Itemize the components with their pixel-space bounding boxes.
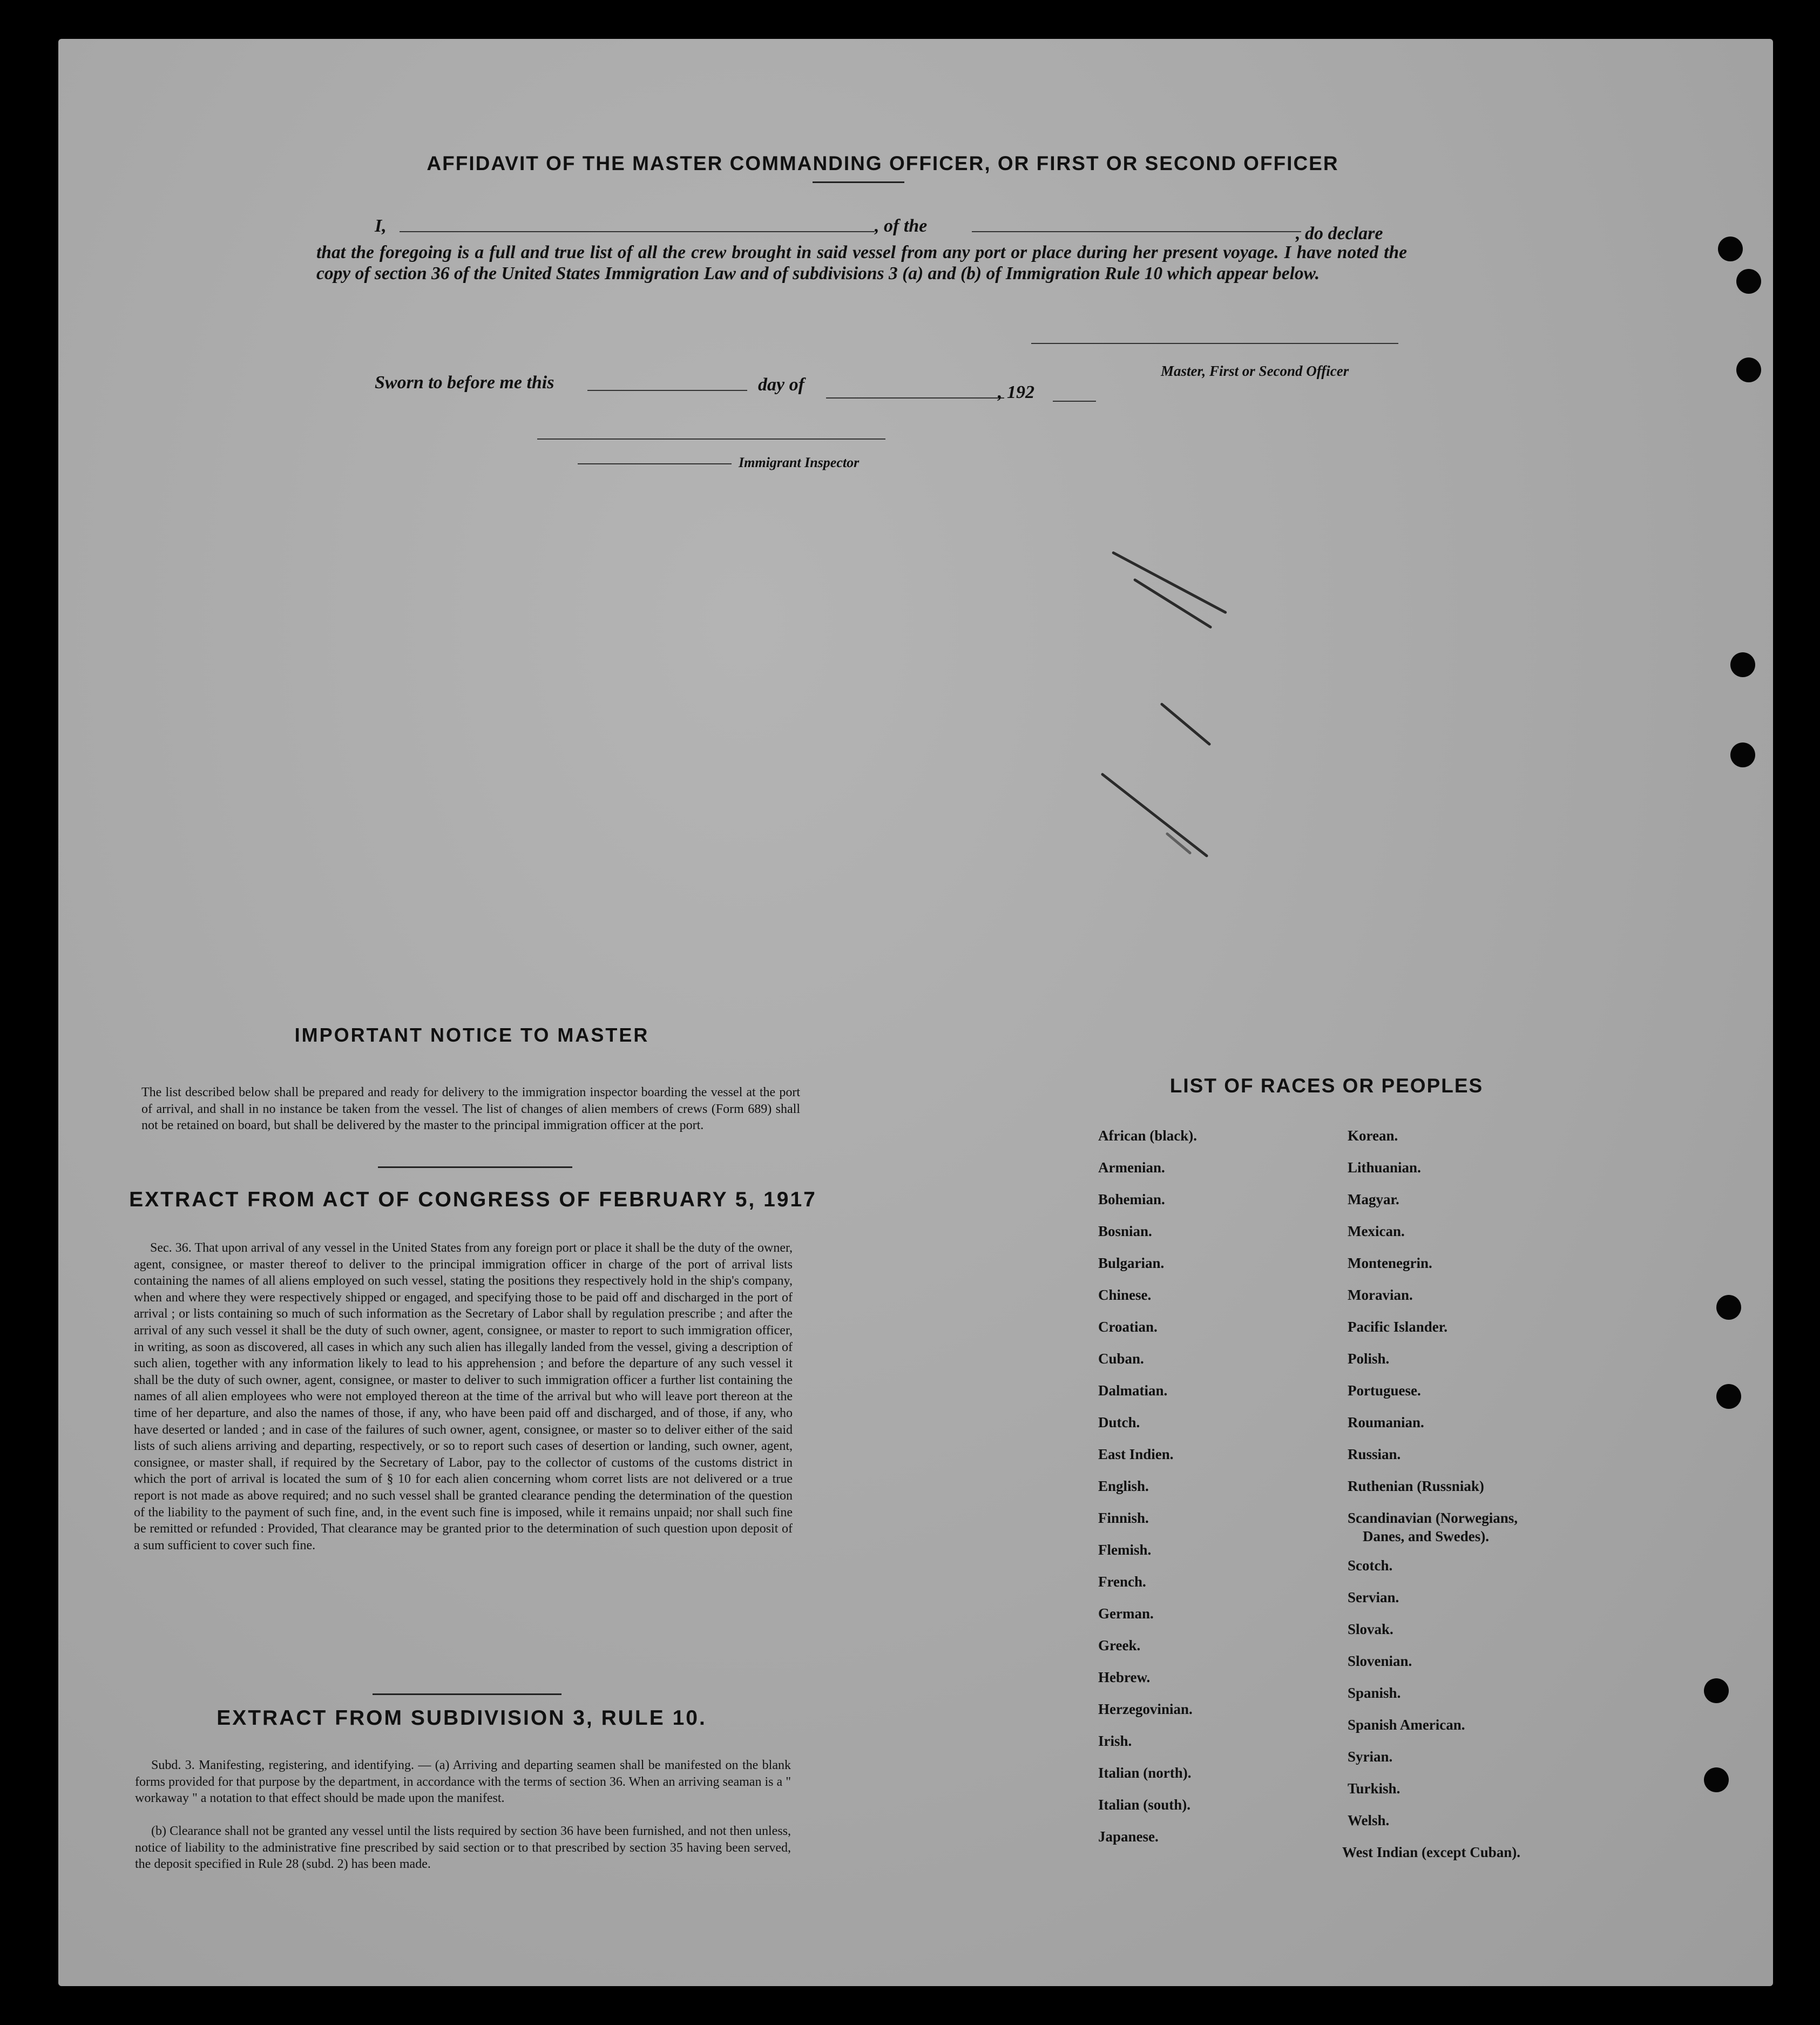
race-item: Syrian. — [1348, 1749, 1393, 1765]
day-of-label: day of — [758, 375, 804, 395]
affidavit-title: AFFIDAVIT OF THE MASTER COMMANDING OFFICER, OR FIRST OR SECOND OFFICER — [427, 152, 1339, 174]
race-item: Moravian. — [1348, 1287, 1413, 1303]
race-item: French. — [1098, 1574, 1146, 1590]
race-item: Armenian. — [1098, 1159, 1165, 1176]
race-item: Finnish. — [1098, 1510, 1149, 1526]
binder-hole — [1736, 269, 1761, 294]
race-item: Italian (north). — [1098, 1765, 1192, 1781]
affidavit-of-the-label: , of the — [875, 216, 928, 236]
race-item: Slovenian. — [1348, 1653, 1412, 1669]
document-page — [58, 39, 1773, 1986]
race-item: Dalmatian. — [1098, 1382, 1168, 1399]
act-section-36-text: Sec. 36. That upon arrival of any vessel in the United States from any foreign port or place it shall be the duty of the owner, agent, consignee, or master thereof to deliver to the principal immigration officer in charge of the port of arrival lists containing the names of all aliens employed on such vessel, stating the positions they respectively hold in the ship's company, when and where they were respectively shipped or engaged, and specifying those to be paid off and discharged in the port of arrival ; or lists containing so much of such information as the Secretary of Labor shall by regulation prescribe ; and after the arrival of any such vessel it shall be the duty of such owner, agent, consignee, or master to report to such immigration officer, in writing, as soon as discovered, all cases in which any such alien has illegally landed from the vessel, giving a description of such alien, together with any information likely to lead to his apprehension ; and before the departure of any such vessel it shall be the duty of such owner, agent, consignee, or master to deliver to such immigration officer a further list containing the names of all alien employees who were not employed thereon at the time of the arrival but who will leave port thereon at the time of her departure, and also the names of those, if any, who have been paid off and discharged, and of those, if any, who have deserted or landed ; and in case of the failures of such owner, agent, consignee, or master so to deliver either of the said lists of such aliens arriving and departing, respectively, or so to report such cases of desertion or landing, such owner, agent, consignee, or master shall, if required by the Secretary of Labor, pay to the collector of customs of the customs district in which the port of arrival is located the sum of § 10 for each alien concerning whom corret lists are not delivered or a true report is not made as above required; and no such vessel shall be granted clearance pending the determination of the question of the liability to the payment of such fine, and, in the event such fine is imposed, while it remains unpaid; nor shall such fine be remitted or refunded : Provided, That clearance may be granted prior to the determination of such question upon deposit of a sum sufficient to cover such fine. — [134, 1241, 793, 1552]
divider — [378, 1166, 572, 1168]
inspector-name-field[interactable] — [578, 463, 732, 464]
title-underline — [813, 181, 904, 183]
binder-hole — [1716, 1384, 1741, 1409]
race-item: Spanish. — [1348, 1685, 1401, 1701]
sworn-label: Sworn to before me this — [375, 373, 554, 393]
rule-extract-title: EXTRACT FROM SUBDIVISION 3, RULE 10. — [216, 1706, 707, 1730]
races-title: LIST OF RACES OR PEOPLES — [1169, 1075, 1484, 1097]
master-signature-caption: Master, First or Second Officer — [1161, 363, 1349, 379]
race-item: Polish. — [1348, 1351, 1390, 1367]
race-item: Welsh. — [1348, 1812, 1390, 1828]
race-item: German. — [1098, 1605, 1154, 1622]
race-item: East Indien. — [1098, 1446, 1174, 1462]
rule-subdivision-a: Subd. 3. Manifesting, registering, and identifying. — (a) Arriving and departing seamen shall be manifested on the blank forms provided for that purpose by the department, in accordance with the terms of section 36. When an arriving seaman is a " workaway " a notation to that effect should be made upon the manifest. — [135, 1758, 791, 1805]
race-item: Dutch. — [1098, 1414, 1140, 1430]
binder-hole — [1716, 1295, 1741, 1320]
binder-hole — [1704, 1767, 1729, 1792]
affidavit-statement: that the foregoing is a full and true list of all the crew brought in said vessel from any port or place during her present voyage. I have noted the copy of section 36 of the United States Immigration Law and of subdivisions 3 (a) and (b) of Immigration Rule 10 which appear below. — [316, 242, 1407, 284]
race-item: Bosnian. — [1098, 1223, 1152, 1239]
race-item: African (black). — [1098, 1128, 1197, 1144]
sworn-day-field[interactable] — [587, 390, 747, 391]
race-item: Turkish. — [1348, 1780, 1400, 1797]
race-item: Japanese. — [1098, 1828, 1159, 1845]
year-label: , 192 — [998, 382, 1034, 402]
race-item: Magyar. — [1348, 1191, 1399, 1207]
rule-subdivision-b: (b) Clearance shall not be granted any vessel until the lists required by section 36 have been furnished, and not then unless, notice of liability to the administrative fine prescribed by said section or to that prescribed by section 35 having been served, the deposit specified in Rule 28 (subd. 2) has been made. — [135, 1824, 791, 1871]
race-item: Greek. — [1098, 1637, 1141, 1653]
race-item: Bohemian. — [1098, 1191, 1165, 1207]
sworn-year-field[interactable] — [1053, 401, 1096, 402]
race-item: Croatian. — [1098, 1319, 1158, 1335]
race-item: Roumanian. — [1348, 1414, 1424, 1430]
race-item: Cuban. — [1098, 1351, 1144, 1367]
race-item: Russian. — [1348, 1446, 1401, 1462]
race-item: Flemish. — [1098, 1542, 1152, 1558]
race-item: Bulgarian. — [1098, 1255, 1165, 1271]
master-name-field[interactable] — [400, 231, 875, 232]
divider — [373, 1693, 561, 1695]
race-item: Italian (south). — [1098, 1797, 1191, 1813]
sworn-month-field[interactable] — [826, 397, 1004, 399]
notice-title: IMPORTANT NOTICE TO MASTER — [294, 1024, 649, 1046]
race-item: Danes, and Swedes). — [1363, 1528, 1490, 1544]
race-item: Irish. — [1098, 1733, 1132, 1749]
inspector-signature-line[interactable] — [537, 438, 885, 440]
race-item: Korean. — [1348, 1128, 1398, 1144]
race-item: Spanish American. — [1348, 1717, 1465, 1733]
affidavit-do-declare-label: , do declare — [1296, 224, 1383, 244]
vessel-name-field[interactable] — [972, 231, 1301, 232]
race-item: Mexican. — [1348, 1223, 1405, 1239]
binder-hole — [1730, 652, 1755, 677]
notice-body: The list described below shall be prepared and ready for delivery to the immigration inspector boarding the vessel at the port of arrival, and shall in no instance be taken from the vessel. The list of changes of alien members of crews (Form 689) shall not be retained on board, but shall be delivered by the master to the principal immigration officer at the port. — [141, 1085, 800, 1132]
binder-hole — [1704, 1678, 1729, 1703]
race-item: Scandinavian (Norwegians, — [1348, 1510, 1518, 1526]
race-item: Chinese. — [1098, 1287, 1152, 1303]
race-item: Hebrew. — [1098, 1669, 1151, 1685]
inspector-caption: Immigrant Inspector — [739, 455, 860, 470]
race-item: Scotch. — [1348, 1557, 1393, 1574]
binder-hole — [1736, 357, 1761, 382]
race-item: Montenegrin. — [1348, 1255, 1432, 1271]
race-item: Slovak. — [1348, 1621, 1393, 1637]
race-item: English. — [1098, 1478, 1149, 1494]
race-item: Ruthenian (Russniak) — [1348, 1478, 1484, 1494]
affidavit-i-label: I, — [375, 216, 387, 236]
binder-hole — [1718, 237, 1743, 261]
race-item: Portuguese. — [1348, 1382, 1421, 1399]
race-item: Servian. — [1348, 1589, 1399, 1605]
master-signature-field[interactable] — [1031, 343, 1398, 344]
race-item: Herzegovinian. — [1098, 1701, 1193, 1717]
race-item: West Indian (except Cuban). — [1342, 1844, 1521, 1860]
binder-hole — [1730, 742, 1755, 767]
act-extract-title: EXTRACT FROM ACT OF CONGRESS OF FEBRUARY 5, 1917 — [129, 1188, 817, 1211]
race-item: Lithuanian. — [1348, 1159, 1421, 1176]
race-item: Pacific Islander. — [1348, 1319, 1447, 1335]
